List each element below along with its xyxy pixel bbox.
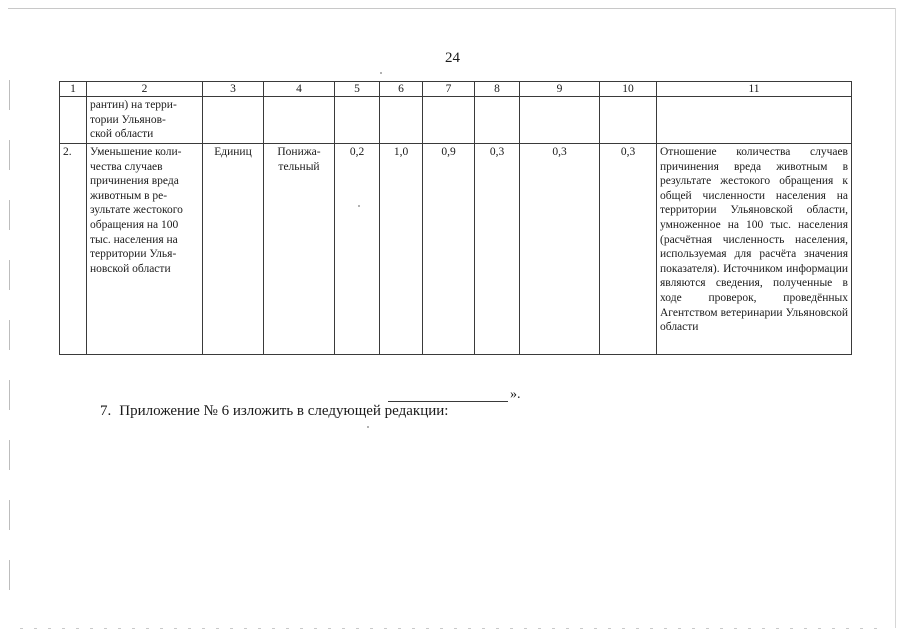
table-cell — [475, 97, 520, 144]
scan-speck — [367, 426, 369, 428]
table-cell — [600, 97, 657, 144]
methodology-cell: Отношение количества случаев причинения вреда животным в результате жестокого обращения к общей численности населения на территории Ульяновской области, умноженное на 100 тыс. населения (расчётная численность населения, используемая для расчёта значения показателя). Источником информации являются сведения, полученные в ходе проверок, проведённых Агентством ветеринарии Ульяновской области — [657, 144, 852, 355]
column-header: 9 — [520, 82, 600, 97]
item-number: 7. — [100, 403, 112, 419]
table-cell — [335, 97, 380, 144]
scan-edge-top — [8, 8, 896, 9]
table-row-continuation — [60, 97, 852, 144]
column-header: 7 — [423, 82, 475, 97]
value-cell-9: 0,3 — [520, 144, 600, 355]
column-header: 6 — [380, 82, 423, 97]
column-header: 11 — [657, 82, 852, 97]
column-header: 8 — [475, 82, 520, 97]
column-header: 2 — [87, 82, 203, 97]
column-header: 5 — [335, 82, 380, 97]
value-cell-7: 0,9 — [423, 144, 475, 355]
table-cell — [423, 97, 475, 144]
column-header: 10 — [600, 82, 657, 97]
row-number: 2. — [60, 144, 87, 355]
table-cell — [657, 97, 852, 144]
item-text: Приложение № 6 изложить в следующей редакции: — [119, 403, 449, 419]
unit-cell: Единиц — [203, 144, 264, 355]
column-header: 3 — [203, 82, 264, 97]
scan-edge-left — [9, 80, 10, 600]
table-cell — [203, 97, 264, 144]
column-header: 1 — [60, 82, 87, 97]
table-cell — [264, 97, 335, 144]
page-number: 24 — [445, 50, 460, 66]
table-cell — [520, 97, 600, 144]
indicators-table — [59, 81, 852, 355]
table-cell — [60, 97, 87, 144]
column-header: 4 — [264, 82, 335, 97]
scan-edge-right — [895, 8, 896, 628]
indicator-name: Уменьшение коли- чества случаев причинения вреда животным в ре- зультате жестокого обращения на 100 тыс. населения на территории Улья- новской области — [87, 144, 203, 355]
scan-edge-bottom — [20, 628, 880, 629]
closing-quote-mark: ». — [510, 387, 521, 402]
amendment-item — [100, 403, 448, 420]
table-header-row — [60, 82, 852, 97]
value-cell-8: 0,3 — [475, 144, 520, 355]
closing-underline — [388, 387, 508, 402]
table-row — [60, 144, 852, 355]
indicator-name-continuation: рантин) на терри- тории Ульянов- ской области — [87, 97, 203, 144]
value-cell-10: 0,3 — [600, 144, 657, 355]
value-cell-6: 1,0 — [380, 144, 423, 355]
table-cell — [380, 97, 423, 144]
trend-cell: Понижа- тельный — [264, 144, 335, 355]
value-cell-5: 0,2 — [335, 144, 380, 355]
scan-speck — [380, 72, 382, 74]
